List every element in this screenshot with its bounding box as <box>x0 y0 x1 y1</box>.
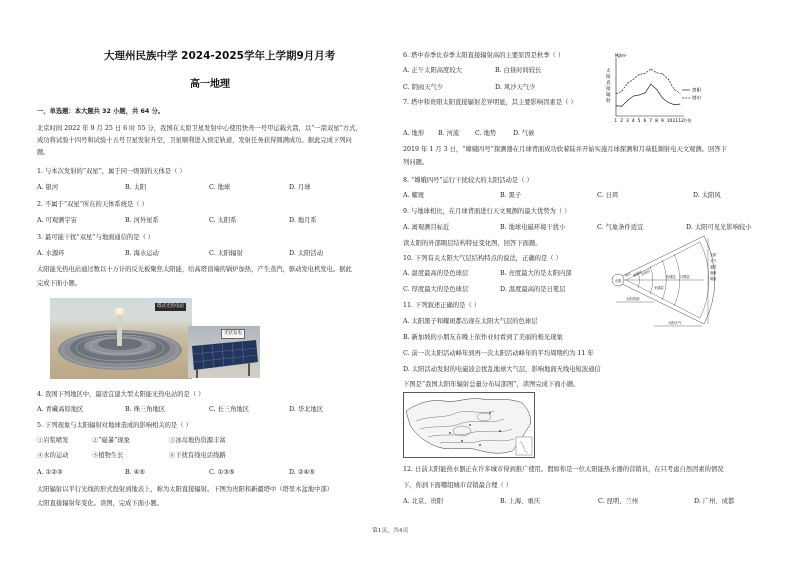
option[interactable]: C. 厚度最大的是色球层 <box>403 286 469 293</box>
statement: ③冰岛地热资源丰富 <box>169 437 226 444</box>
data-point <box>645 92 646 93</box>
section-heading: 一、单选题：本大题共 32 小题，共 64 分。 <box>37 108 165 115</box>
solar-intro-2: 完成下面小题。 <box>37 280 82 287</box>
question-4: 4. 我国下列地区中，最适宜建大型太阳能光热电站的是（ ） <box>37 391 205 398</box>
sun-label: 太阳 <box>614 279 622 283</box>
x-tick-label: 2 <box>620 119 624 124</box>
option[interactable]: D. ②④⑤ <box>289 469 315 476</box>
option[interactable]: A. 银河 <box>37 184 59 191</box>
x-tick-label: 9 <box>660 119 664 124</box>
x-axis-unit-label: 月份 <box>683 118 692 123</box>
option[interactable]: D. 太阳风 <box>693 192 721 199</box>
option[interactable]: A. 太阳黑子和耀斑都出现在太阳大气层的色球层 <box>403 318 538 325</box>
option[interactable]: B. 珠三角地区 <box>125 406 166 413</box>
question-12-options <box>403 498 734 506</box>
data-point <box>668 102 669 103</box>
question-12-line-2: 下，你到下面哪组城市营销最合理（ ） <box>403 482 513 489</box>
corona-label: 日冕层 <box>680 275 690 279</box>
intro-line-1: 北京时间 2022 年 9 月 25 日 6 时 55 分，我国在太原卫星发射中心使用快舟一号甲运载火箭，以“一箭双星”方式， <box>37 125 362 132</box>
option[interactable]: C. 太阳系 <box>209 217 237 224</box>
statement: ④水的运动 <box>37 452 69 459</box>
data-point <box>621 91 622 92</box>
trend-label: 太阳 <box>710 253 716 257</box>
option[interactable]: C. 长三角地区 <box>209 406 250 413</box>
option[interactable]: D. 华北地区 <box>289 406 324 413</box>
option[interactable]: B. 亮度最大的是太阳内部 <box>500 270 572 277</box>
option[interactable]: C. 气象条件适宜 <box>597 224 644 231</box>
option[interactable]: C. 日珥 <box>597 192 619 199</box>
data-point <box>662 98 663 99</box>
radiation-chart <box>594 52 714 137</box>
page-subtitle: 高一地理 <box>190 79 230 90</box>
x-tick-label: 7 <box>649 119 653 124</box>
option[interactable]: A. 可观测宇宙 <box>37 217 78 224</box>
data-point <box>639 74 640 75</box>
data-point <box>616 105 617 106</box>
option[interactable]: B. 新加坡的小朋友在晚上依作业时看到了美丽的极光现象 <box>403 334 563 341</box>
change-intro-2: 列问题。 <box>403 159 429 166</box>
option[interactable]: B. 上海、重庆 <box>500 498 541 505</box>
option[interactable]: A. 正午太阳高度较大 <box>403 67 462 74</box>
question-1-options <box>37 184 310 192</box>
question-3: 3. 最可能干扰“双星”与地面通信的是（ ） <box>37 234 155 241</box>
trend-label: 逐渐 <box>710 271 716 275</box>
y-axis-label-char: 直 <box>606 81 611 86</box>
data-point <box>674 104 675 105</box>
data-point <box>616 93 617 94</box>
question-6-options <box>403 67 541 75</box>
option[interactable]: D. 广州、成都 <box>694 498 735 505</box>
radiation-intro-2: 太阳直接辐射年变化。读图，完成下面小题。 <box>37 500 163 507</box>
question-5-items-row2 <box>37 452 226 460</box>
data-point <box>639 95 640 96</box>
option[interactable]: B. 河流 <box>438 130 460 137</box>
option[interactable]: D. 地月系 <box>289 217 317 224</box>
data-point <box>633 96 634 97</box>
option[interactable]: A. 离观测目标近 <box>403 224 450 231</box>
data-point <box>651 69 652 70</box>
statement: ①岩浆喷发 <box>37 437 69 444</box>
question-8-options <box>403 192 721 200</box>
solar-atmosphere-label: 太阳大气 <box>668 321 682 325</box>
photo-tag-pv: 光伏发电 <box>221 329 245 339</box>
option[interactable]: D. 太阳活动 <box>289 250 324 257</box>
question-6-options-2 <box>403 84 535 92</box>
option[interactable]: A. 地形 <box>403 130 425 137</box>
option[interactable]: C. 前一次太阳活动峰年到再一次太阳活动峰年的平均周期约为 11 年 <box>403 350 594 357</box>
question-7-options <box>403 130 534 138</box>
map-intro: 下图是“我国太阳年辐射总量分布局部图”，读图完成下面小题。 <box>403 381 580 388</box>
option[interactable]: D. 气候 <box>513 130 535 137</box>
intro-line-3: 题。 <box>37 149 50 156</box>
question-2: 2. 不属于“双星”所在的天体系统是（ ） <box>37 201 148 208</box>
question-8: 8. “嫦娥四号”运行干扰较大的太阳活动是（ ） <box>403 177 533 184</box>
statement: ⑤植物生长 <box>92 452 124 459</box>
solar-panel-photo <box>188 326 260 378</box>
data-point <box>656 72 657 73</box>
option[interactable]: A. 北京、贵阳 <box>403 498 444 505</box>
question-5-options <box>37 469 315 477</box>
data-point <box>680 93 681 94</box>
data-point <box>656 89 657 90</box>
y-axis-label-char: 射 <box>606 99 611 104</box>
x-tick-label: 1 <box>614 119 618 124</box>
data-point <box>633 79 634 80</box>
trend-label: 温度 <box>710 265 716 269</box>
unit-label: MJ/m² <box>615 53 627 58</box>
option[interactable]: A. 温度最高的是色球层 <box>403 270 469 277</box>
solar-tower-photo <box>50 298 192 379</box>
data-point <box>680 104 681 105</box>
option[interactable]: C. ①③⑤ <box>209 469 235 476</box>
data-point <box>674 89 675 90</box>
option[interactable]: D. 太阳可见光影响较小 <box>686 224 752 231</box>
data-point <box>645 73 646 74</box>
option[interactable]: B. 地球电磁环境干扰小 <box>500 224 566 231</box>
x-tick-label: 12 <box>678 119 684 124</box>
question-6: 6. 塔中春季比春季太阳直接辐射高的主要原因是秋季（ ） <box>403 52 565 59</box>
sun-structure-diagram <box>604 228 716 338</box>
sun-intro: 读太阳的外部圈层结构特征变化图，回答下面题。 <box>403 240 542 247</box>
option[interactable]: D. 太阳活动发射的电磁波会扰乱地球大气层，影响地面无线电短波通信 <box>403 366 601 373</box>
x-tick-label: 10 <box>666 119 673 124</box>
data-point <box>651 84 652 85</box>
x-tick-label: 8 <box>655 119 658 124</box>
option[interactable]: B. 黑子 <box>500 192 522 199</box>
x-tick-label: 3 <box>626 119 629 124</box>
question-10: 10. 下列有关太阳大气层结构特点的说法，正确的是（ ） <box>403 255 562 262</box>
data-point <box>668 79 669 80</box>
option[interactable]: C. 太阳辐射 <box>209 250 243 257</box>
radiation-layer-label: 辐射层 <box>632 269 643 278</box>
photosphere-label: 光球层 <box>654 286 664 290</box>
y-axis-label-char: 阳 <box>606 75 611 80</box>
core-label: 核心 <box>624 271 633 278</box>
question-2-options <box>37 217 317 225</box>
data-point <box>662 73 663 74</box>
option[interactable]: B. 白昼时间较长 <box>495 67 542 74</box>
option[interactable]: C. 昆明、兰州 <box>598 498 639 505</box>
data-point <box>621 106 622 107</box>
radiation-map <box>403 392 535 458</box>
option[interactable]: D. 温度最高的是日冕层 <box>500 286 566 293</box>
legend-label: 塔中 <box>692 96 702 102</box>
series-line-塔中 <box>616 69 680 94</box>
option[interactable]: A. 水源环 <box>37 250 65 257</box>
y-axis-label-char: 太 <box>606 69 611 74</box>
option[interactable]: A. 青藏高原地区 <box>37 406 84 413</box>
option[interactable]: B. ④⑤ <box>125 469 145 476</box>
x-tick-label: 11 <box>672 119 679 124</box>
question-1: 1. 与本次发射的“双星”，属于同一级别的天体是（ ） <box>37 168 186 175</box>
question-9: 9. 与地球相比，在月球背面进行天文观测的最大优势为（ ） <box>403 208 571 215</box>
convection-layer-label: 对流层 <box>640 268 651 277</box>
option[interactable]: B. 太阳 <box>125 184 147 191</box>
solar-interior-label: 太阳内部 <box>626 297 640 301</box>
solar-intro-1: 太阳能光热电站通过数以十万计的反光板聚焦太阳能，给高塔顶端的锅炉加热，产生蒸汽，驱动发电机发电。据此 <box>37 266 352 273</box>
change-intro-1: 2019 年 1 月 3 日，“嫦娥四号”探测器在月球背面成功软着陆并开始实施月球探测和月基低频射电天文观测。回答下 <box>403 146 727 153</box>
trend-label: 增高 <box>710 277 716 281</box>
option[interactable]: A. ①②③ <box>37 469 63 476</box>
y-axis-label-char: 接 <box>606 87 611 92</box>
option[interactable]: A. 耀斑 <box>403 192 425 199</box>
question-3-options <box>37 250 323 258</box>
chromosphere-label: 色球层 <box>666 275 676 279</box>
option[interactable]: C. 地球 <box>209 184 231 191</box>
data-point <box>627 83 628 84</box>
statement: ⑥干扰有线电话线路 <box>169 452 226 459</box>
question-5: 5. 下列现象与太阳辐射对地球造成的影响相关的是（ ） <box>37 422 192 429</box>
data-point <box>627 100 628 101</box>
question-4-options <box>37 406 323 414</box>
trend-label: 大气 <box>710 259 716 263</box>
radiation-chart-svg <box>594 52 714 137</box>
option[interactable]: D. 月球 <box>289 184 311 191</box>
page-title: 大理州民族中学 2024-2025学年上学期9月月考 <box>104 50 336 62</box>
page-footer: 第1页，共4页 <box>372 528 409 534</box>
question-12-line-1: 12. 日前太阳能热水器正在许多城市得到推广使用。假如你是一位太阳能热水器的营销员，在只考虑自然因素的情况 <box>403 466 724 473</box>
option[interactable]: B. 河外星系 <box>125 217 159 224</box>
x-tick-label: 4 <box>631 119 635 124</box>
x-tick-label: 6 <box>643 119 647 124</box>
option[interactable]: B. 海水运动 <box>125 250 159 257</box>
series-line-贵阳 <box>616 84 680 106</box>
question-11: 11. 下列叙述正确的是（ ） <box>403 302 480 309</box>
x-tick-label: 5 <box>637 119 641 124</box>
option[interactable]: C. 阴雨天气少 <box>403 84 444 91</box>
question-7: 7. 塔中和贵阳太阳直接辐射差异明显，其主要影响因素是（ ） <box>403 99 577 106</box>
radiation-intro-1: 太阳辐射以平行光线的形式投射到地表上，称为太阳直接辐射。下图为贵阳和新疆塔中（塔里木盆地中部） <box>37 486 333 493</box>
statement: ②“磁暴”现象 <box>92 437 130 444</box>
y-axis-label-char: 辐 <box>606 93 611 98</box>
option[interactable]: C. 地势 <box>475 130 497 137</box>
question-5-items-row1 <box>37 437 226 445</box>
intro-line-2: 成功将试验十四号和试验十五号卫星发射升空，卫星顺利进入预定轨道，发射任务获得圆满成功。据此完成下列问 <box>37 137 352 144</box>
photo-tag-tower: 塔式光热电站 <box>157 304 184 309</box>
legend-label: 贵阳 <box>692 88 702 94</box>
option[interactable]: D. 风沙天气少 <box>495 84 536 91</box>
